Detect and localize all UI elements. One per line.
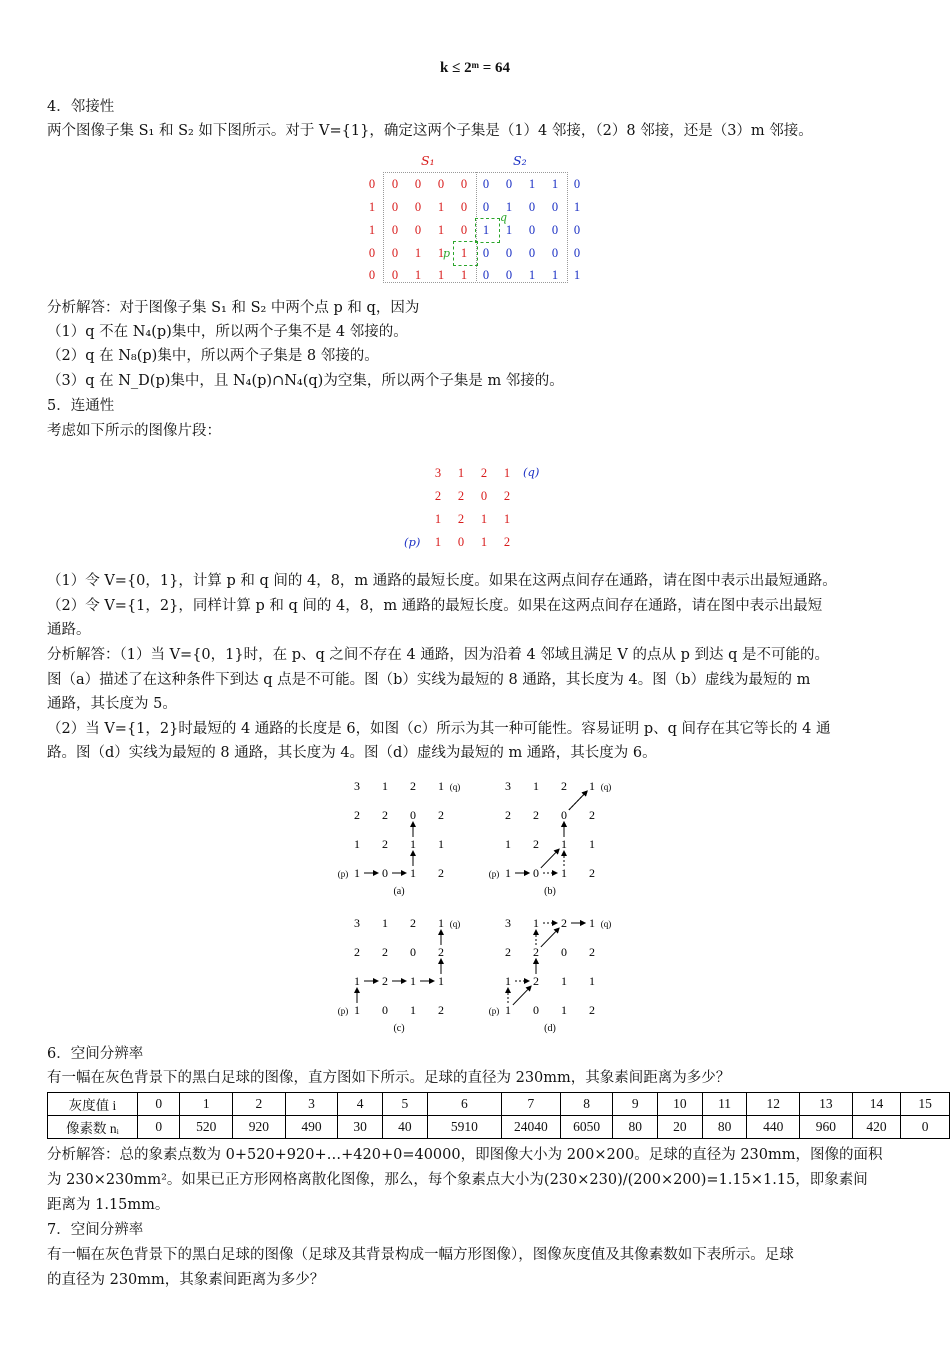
fragment-q-tag: (q) — [523, 465, 540, 479]
diagram-cell: 2 — [561, 779, 567, 793]
section-4-answer-head: 分析解答：对于图像子集 S₁ 和 S₂ 中两个点 p 和 q，因为 — [47, 300, 420, 316]
diagram-cell: 2 — [438, 945, 444, 959]
matrix-cell: 0 — [414, 223, 422, 237]
fragment-cell: 1 — [480, 512, 488, 526]
matrix-cell: 0 — [528, 200, 536, 214]
diagram-cell: 2 — [533, 808, 539, 822]
matrix-cell: 0 — [505, 177, 513, 191]
diagram-cell: 1 — [438, 916, 444, 930]
diagram-cell: 1 — [410, 837, 416, 851]
fragment-cell: 2 — [457, 512, 465, 526]
diagram-q-tag: (q) — [449, 782, 461, 792]
pixel-count-cell: 6050 — [560, 1116, 613, 1139]
diagram-cell: 2 — [382, 808, 388, 822]
diagram-cell: 1 — [354, 837, 360, 851]
section-5-analysis-2: 图（a）描述了在这种条件下到达 q 点是不可能。图（b）实线为最短的 8 通路，其长度为 4。图（b）虚线为最短的 m — [47, 672, 811, 688]
section-7-line-1: 有一幅在灰色背景下的黑白足球的图像（足球及其背景构成一幅方形图像），图像灰度值及其像素数如下表所示。足球 — [47, 1247, 794, 1263]
gray-value-cell: 1 — [180, 1093, 233, 1116]
diagram-cell: 1 — [438, 837, 444, 851]
section-5-question-2: （2）令 V={1，2}，同样计算 p 和 q 间的 4，8，m 通路的最短长度。如果在这两点间存在通路，请在图中表示出最短 — [47, 598, 823, 614]
diagram-cell: 0 — [382, 1003, 388, 1017]
matrix-cell: 1 — [368, 200, 376, 214]
diagram-cell: 3 — [354, 916, 360, 930]
fragment-cell: 3 — [434, 466, 442, 480]
fragment-cell: 0 — [457, 535, 465, 549]
gray-value-cell: 3 — [285, 1093, 338, 1116]
matrix-cell: 0 — [368, 177, 376, 191]
matrix-cell: 0 — [391, 223, 399, 237]
count-row — [48, 1116, 950, 1139]
matrix-cell: 0 — [528, 223, 536, 237]
matrix-cell: 0 — [391, 246, 399, 260]
diagram-cell: 1 — [354, 974, 360, 988]
path-arrow — [513, 986, 531, 1005]
s1-label: S₁ — [421, 153, 435, 168]
matrix-cell: 0 — [482, 246, 490, 260]
diagram-caption: (b) — [544, 886, 556, 897]
matrix-cell: 0 — [368, 268, 376, 282]
diagram-cell: 2 — [438, 808, 444, 822]
diagram-cell: 1 — [561, 974, 567, 988]
diagram-caption: (c) — [393, 1023, 405, 1034]
matrix-cell: 0 — [391, 177, 399, 191]
matrix-cell: 0 — [551, 223, 559, 237]
section-5-analysis-3: 通路，其长度为 5。 — [47, 696, 177, 712]
diagram-cell: 1 — [561, 1003, 567, 1017]
section-5-question-1: （1）令 V={0，1}，计算 p 和 q 间的 4，8，m 通路的最短长度。如果在这两点间存在通路，请在图中表示出最短通路。 — [47, 573, 837, 589]
diagram-cell: 0 — [533, 1003, 539, 1017]
matrix-cell: 1 — [414, 268, 422, 282]
matrix-cell: 0 — [482, 177, 490, 191]
pixel-count-cell: 80 — [613, 1116, 658, 1139]
section-5-intro: 考虑如下所示的图像片段： — [47, 423, 221, 439]
diagram-cell: 2 — [589, 808, 595, 822]
diagram-cell: 2 — [410, 916, 416, 930]
diagram-q-tag: (q) — [600, 782, 612, 792]
matrix-cell: 0 — [460, 200, 468, 214]
diagram-p-tag: (p) — [337, 1006, 349, 1016]
diagram-cell: 0 — [410, 945, 416, 959]
fragment-cell: 1 — [434, 512, 442, 526]
path-arrow — [541, 849, 559, 868]
gray-value-cell: 14 — [852, 1093, 901, 1116]
matrix-cell: 1 — [437, 246, 445, 260]
gray-value-cell: 8 — [560, 1093, 613, 1116]
diagram-cell: 1 — [354, 1003, 360, 1017]
gray-value-cell: 7 — [502, 1093, 561, 1116]
diagram-cell: 2 — [561, 916, 567, 930]
pixel-count-cell: 520 — [180, 1116, 233, 1139]
matrix-cell: 1 — [551, 177, 559, 191]
matrix-cell: 1 — [460, 246, 468, 260]
gray-value-cell: 12 — [747, 1093, 800, 1116]
s2-label: S₂ — [513, 153, 527, 168]
diagram-cell: 3 — [505, 916, 511, 930]
gray-value-cell: 15 — [901, 1093, 950, 1116]
diagram-cell: 0 — [561, 945, 567, 959]
pixel-count-cell: 80 — [702, 1116, 747, 1139]
diagram-p-tag: (p) — [488, 869, 500, 879]
diagram-cell: 1 — [382, 916, 388, 930]
p-label: p — [443, 247, 451, 260]
diagram-cell: 1 — [410, 1003, 416, 1017]
gray-value-cell: 13 — [800, 1093, 853, 1116]
diagram-q-tag: (q) — [449, 919, 461, 929]
section-4-answer-1: （1）q 不在 N₄(p)集中，所以两个子集不是 4 邻接的。 — [47, 324, 408, 340]
matrix-cell: 0 — [482, 268, 490, 282]
matrix-cell: 0 — [414, 177, 422, 191]
diagram-cell: 2 — [589, 866, 595, 880]
diagram-cell: 2 — [354, 945, 360, 959]
matrix-cell: 1 — [573, 200, 581, 214]
fragment-cell: 2 — [457, 489, 465, 503]
gray-value-cell: 4 — [338, 1093, 383, 1116]
section-6-intro: 有一幅在灰色背景下的黑白足球的图像，直方图如下所示。足球的直径为 230mm，其象素间距离为多少？ — [47, 1070, 731, 1086]
matrix-cell: 1 — [551, 268, 559, 282]
diagram-cell: 2 — [382, 974, 388, 988]
pixel-count-cell: 5910 — [427, 1116, 501, 1139]
section-4-answer-3: （3）q 在 N_D(p)集中，且 N₄(p)∩N₄(q)为空集，所以两个子集是 m 邻接的。 — [47, 373, 564, 389]
diagram-cell: 1 — [438, 779, 444, 793]
count-head: 像素数 nᵢ — [48, 1116, 138, 1139]
matrix-cell: 1 — [528, 268, 536, 282]
diagram-cell: 0 — [561, 808, 567, 822]
diagram-cell: 2 — [438, 866, 444, 880]
diagram-cell: 2 — [533, 974, 539, 988]
diagram-cell: 1 — [589, 837, 595, 851]
diagram-cell: 0 — [382, 866, 388, 880]
diagram-cell: 3 — [354, 779, 360, 793]
gray-row — [48, 1093, 950, 1116]
matrix-cell: 1 — [437, 268, 445, 282]
diagram-cell: 2 — [382, 837, 388, 851]
gray-value-cell: 10 — [658, 1093, 703, 1116]
matrix-cell: 0 — [573, 223, 581, 237]
matrix-cell: 1 — [573, 268, 581, 282]
section-4-answer-2: （2）q 在 N₈(p)集中，所以两个子集是 8 邻接的。 — [47, 348, 379, 364]
section-6-title: 6．空间分辨率 — [47, 1046, 144, 1062]
histogram-table — [47, 1092, 950, 1139]
matrix-cell: 0 — [573, 177, 581, 191]
diagram-caption: (a) — [393, 886, 405, 897]
gray-value-cell: 2 — [233, 1093, 286, 1116]
diagram-p-tag: (p) — [488, 1006, 500, 1016]
matrix-cell: 0 — [460, 177, 468, 191]
pixel-count-cell: 420 — [852, 1116, 901, 1139]
pixel-count-cell: 24040 — [502, 1116, 561, 1139]
diagram-cell: 1 — [505, 1003, 511, 1017]
diagram-cell: 2 — [382, 945, 388, 959]
diagram-cell: 0 — [533, 866, 539, 880]
diagram-cell: 1 — [589, 779, 595, 793]
matrix-cell: 0 — [368, 246, 376, 260]
diagram-cell: 1 — [382, 779, 388, 793]
fragment-cell: 2 — [503, 489, 511, 503]
fragment-cell: 2 — [434, 489, 442, 503]
fragment-cell: 2 — [503, 535, 511, 549]
gray-value-cell: 11 — [702, 1093, 747, 1116]
diagram-cell: 2 — [505, 808, 511, 822]
pixel-count-cell: 20 — [658, 1116, 703, 1139]
diagram-cell: 2 — [354, 808, 360, 822]
diagram-cell: 0 — [410, 808, 416, 822]
diagram-cell: 1 — [354, 866, 360, 880]
diagram-cell: 2 — [410, 779, 416, 793]
path-arrow — [541, 928, 559, 947]
fragment-p-tag: (p) — [404, 535, 421, 549]
matrix-cell: 1 — [482, 223, 490, 237]
diagram-cell: 1 — [589, 916, 595, 930]
section-5-analysis-1: 分析解答：（1）当 V={0，1}时，在 p、q 之间不存在 4 通路，因为沿着 4 邻域且满足 V 的点从 p 到达 q 是不可能的。 — [47, 647, 829, 663]
fragment-cell: 1 — [503, 466, 511, 480]
fragment-cell: 1 — [480, 535, 488, 549]
pixel-count-cell: 0 — [901, 1116, 950, 1139]
diagram-cell: 3 — [505, 779, 511, 793]
gray-value-cell: 9 — [613, 1093, 658, 1116]
matrix-cell: 0 — [437, 177, 445, 191]
matrix-cell: 0 — [551, 246, 559, 260]
pixel-count-cell: 440 — [747, 1116, 800, 1139]
pixel-count-cell: 40 — [383, 1116, 428, 1139]
section-4-intro: 两个图像子集 S₁ 和 S₂ 如下图所示。对于 V={1}，确定这两个子集是（1）4 邻接，（2）8 邻接，还是（3）m 邻接。 — [47, 123, 813, 139]
q-label: q — [500, 211, 508, 224]
matrix-cell: 1 — [460, 268, 468, 282]
diagram-cell: 2 — [438, 1003, 444, 1017]
diagram-cell: 1 — [561, 837, 567, 851]
diagram-cell: 2 — [533, 945, 539, 959]
matrix-cell: 1 — [505, 200, 513, 214]
matrix-cell: 0 — [551, 200, 559, 214]
diagram-cell: 1 — [505, 866, 511, 880]
pixel-count-cell: 0 — [137, 1116, 180, 1139]
matrix-cell: 0 — [505, 268, 513, 282]
diagram-cell: 2 — [589, 1003, 595, 1017]
matrix-cell: 0 — [391, 200, 399, 214]
diagram-q-tag: (q) — [600, 919, 612, 929]
gray-head: 灰度值 i — [48, 1093, 138, 1116]
fragment-cell: 1 — [457, 466, 465, 480]
gray-value-cell: 5 — [383, 1093, 428, 1116]
pixel-count-cell: 960 — [800, 1116, 853, 1139]
diagram-cell: 1 — [505, 837, 511, 851]
formula: k ≤ 2ᵐ = 64 — [440, 60, 510, 76]
diagram-p-tag: (p) — [337, 869, 349, 879]
pixel-count-cell: 920 — [233, 1116, 286, 1139]
gray-value-cell: 6 — [427, 1093, 501, 1116]
diagram-cell: 1 — [505, 974, 511, 988]
section-5-analysis-4: （2）当 V={1，2}时最短的 4 通路的长度是 6，如图（c）所示为其一种可能性。容易证明 p、q 间存在其它等长的 4 通 — [47, 721, 831, 737]
diagram-cell: 1 — [533, 916, 539, 930]
section-7-title: 7．空间分辨率 — [47, 1222, 144, 1238]
diagram-caption: (d) — [544, 1023, 556, 1034]
matrix-cell: 1 — [505, 223, 513, 237]
matrix-cell: 0 — [528, 246, 536, 260]
section-5-title: 5．连通性 — [47, 398, 115, 414]
fragment-cell: 1 — [503, 512, 511, 526]
section-5-question-2-cont: 通路。 — [47, 622, 91, 638]
matrix-cell: 0 — [414, 200, 422, 214]
matrix-cell: 0 — [460, 223, 468, 237]
section-4-title: 4．邻接性 — [47, 99, 115, 115]
diagram-cell: 1 — [410, 974, 416, 988]
section-6-analysis-1: 分析解答：总的象素点数为 0+520+920+…+420+0=40000，即图像大小为 200×200。足球的直径为 230mm，图像的面积 — [47, 1147, 883, 1163]
pixel-count-cell: 490 — [285, 1116, 338, 1139]
gray-value-cell: 0 — [137, 1093, 180, 1116]
fragment-cell: 0 — [480, 489, 488, 503]
section-7-line-2: 的直径为 230mm，其象素间距离为多少？ — [47, 1272, 325, 1288]
fragment-cell: 1 — [434, 535, 442, 549]
diagram-cell: 1 — [589, 974, 595, 988]
matrix-cell: 1 — [414, 246, 422, 260]
matrix-cell: 0 — [391, 268, 399, 282]
section-6-analysis-2: 为 230×230mm²。如果已正方形网格离散化图像，那么，每个象素点大小为(230×230)/(200×200)=1.15×1.15，即象素间 — [47, 1172, 868, 1188]
matrix-cell: 1 — [437, 223, 445, 237]
section-5-analysis-5: 路。图（d）实线为最短的 8 通路，其长度为 4。图（d）虚线为最短的 m 通路，其长度为 6。 — [47, 745, 657, 761]
matrix-cell: 0 — [573, 246, 581, 260]
diagram-cell: 2 — [533, 837, 539, 851]
fragment-cell: 2 — [480, 466, 488, 480]
pixel-count-cell: 30 — [338, 1116, 383, 1139]
section-6-analysis-3: 距离为 1.15mm。 — [47, 1197, 170, 1213]
matrix-cell: 0 — [505, 246, 513, 260]
diagram-cell: 1 — [533, 779, 539, 793]
diagram-cell: 1 — [410, 866, 416, 880]
diagram-cell: 1 — [561, 866, 567, 880]
matrix-cell: 1 — [368, 223, 376, 237]
matrix-cell: 1 — [437, 200, 445, 214]
diagram-cell: 2 — [505, 945, 511, 959]
matrix-cell: 0 — [482, 200, 490, 214]
diagram-cell: 2 — [589, 945, 595, 959]
diagram-cell: 1 — [438, 974, 444, 988]
matrix-cell: 1 — [528, 177, 536, 191]
